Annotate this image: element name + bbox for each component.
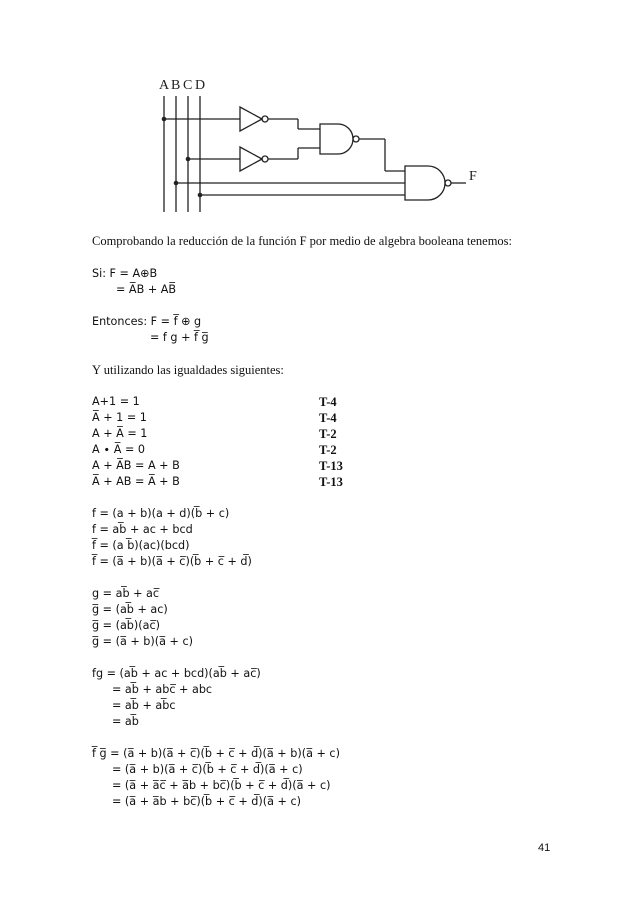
fbar-gbar-equation: f̅ g̅ = (a̅ + b)(a̅ + c̅)(b̅ + c̅ + d̅)(a̅ + b)(a̅ + c) [92,747,340,760]
input-label-a: A [159,78,170,93]
nand-gate-1 [320,124,353,154]
f-complement-equation: f̅ = (a b̅)(ac)(bcd) [92,539,190,552]
g-equation: g = ab̅ + ac̅ [92,587,160,600]
input-label-c: C [183,78,193,93]
g-complement-equation: g̅ = (ab̅)(ac̅) [92,619,161,632]
logic-circuit-diagram [150,74,490,220]
input-label-d: D [195,78,206,93]
fg-equation: fg = (ab̅ + ac + bcd)(ab̅ + ac̅) [92,667,261,680]
f-equation: f = ab̅ + ac + bcd [92,523,193,536]
g-complement-equation: g̅ = (ab̅ + ac) [92,603,168,616]
not-gate-2 [240,147,262,171]
intro-text: Comprobando la reducción de la función F por medio de algebra booleana tenemos: [92,234,513,248]
fbar-gbar-step: = (a̅ + a̅c̅ + a̅b + bc̅)(b̅ + c̅ + d̅)(a̅ + c) [112,779,331,792]
f-complement-equation: f̅ = (a̅ + b)(a̅ + c̅)(b̅ + c̅ + d̅) [92,555,252,568]
identity-reference: T-4 [319,411,337,425]
identity-equation: A ∙ A̅ = 0 [92,443,146,456]
fbar-gbar-step: = (a̅ + b)(a̅ + c̅)(b̅ + c̅ + d̅)(a̅ + c) [112,763,303,776]
xor-expansion: = A̅B + AB̅ [116,283,177,296]
identity-reference: T-2 [319,443,337,457]
identity-equation: A̅ + AB = A̅ + B [92,475,180,488]
page-number: 41 [538,842,551,854]
output-label-f: F [469,169,477,184]
input-label-b: B [171,78,181,93]
identity-reference: T-4 [319,395,337,409]
identity-reference: T-13 [319,459,343,473]
identity-equation: A̅ + 1 = 1 [92,411,147,424]
g-complement-equation: g̅ = (a̅ + b)(a̅ + c) [92,635,193,648]
fg-step: = ab̅ [112,715,139,728]
fg-step: = ab̅ + abc̅ + abc [112,683,213,696]
identity-equation: A + A̅ = 1 [92,427,148,440]
identities-intro: Y utilizando las igualdades siguientes: [92,363,284,377]
identity-equation: A+1 = 1 [92,395,140,408]
identity-equation: A + A̅B = A + B [92,459,180,472]
fbar-gbar-step: = (a̅ + a̅b + bc̅)(b̅ + c̅ + d̅)(a̅ + c) [112,795,301,808]
identity-reference: T-2 [319,427,337,441]
circuit-svg [150,74,490,220]
identity-reference: T-13 [319,475,343,489]
entonces-line-2: = f g + f̅ g̅ [150,331,209,344]
nand-gate-2 [405,166,445,200]
fg-step: = ab̅ + ab̅c [112,699,176,712]
xor-definition: Si: F = A⊕B [92,267,158,280]
not-gate-1 [240,107,262,131]
f-equation: f = (a + b)(a + d)(b̅ + c) [92,507,230,520]
entonces-line-1: Entonces: F = f̅ ⊕ g [92,315,202,328]
